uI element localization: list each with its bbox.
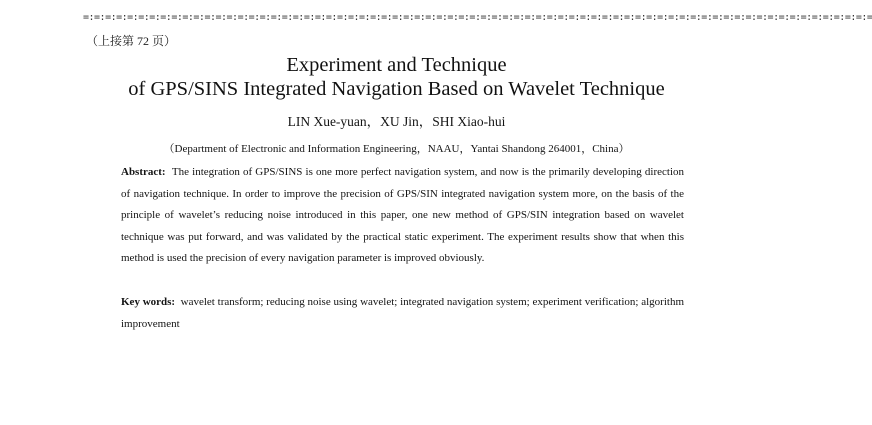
- continued-from-note: （上接第 72 页）: [86, 34, 177, 48]
- keywords-text: wavelet transform; reducing noise using wavelet; integrated navigation system; experiment verification; algorithm improvement: [121, 296, 685, 330]
- header-rule: =:=:=:=:=:=:=:=:=:=:=:=:=:=:=:=:=:=:=:=:=:=:=:=:=:=:=:=:=:=:=:=:=:=:=:=:=:=:=:=:=:=:=:=:=:=:=:=:=:=:=:=:=:=:=:=:=:=:=:=:=:=:=:=:=:=:=:=:=:=:=:=: [83, 12, 872, 23]
- abstract-text: The integration of GPS/SINS is one more perfect navigation system, and now is the primarily developing direction of navigation technique. In order to improve the precision of GPS/SIN integrated navigation system more, on the basis of the principle of wavelet’s reducing noise introduced in this paper, one new method of GPS/SIN integration based on wavelet technique was put forward, and was validated by the practical static experiment. The experiment results show that when this method is used the precision of every navigation parameter is improved obviously.: [121, 166, 684, 265]
- abstract-paragraph: [121, 162, 684, 270]
- paper-title-line-1: Experiment and Technique: [286, 54, 507, 76]
- author-list: LIN Xue-yuan，XU Jin，SHI Xiao-hui: [287, 114, 506, 129]
- keywords-paragraph: [121, 292, 684, 335]
- keywords-label: Key words:: [121, 296, 176, 308]
- affiliation: （Department of Electronic and Information Engineering，NAAU，Yantai Shandong 264001，China）: [163, 143, 630, 155]
- paper-title-line-2: of GPS/SINS Integrated Navigation Based on Wavelet Technique: [128, 78, 665, 100]
- abstract-label: Abstract:: [121, 166, 166, 178]
